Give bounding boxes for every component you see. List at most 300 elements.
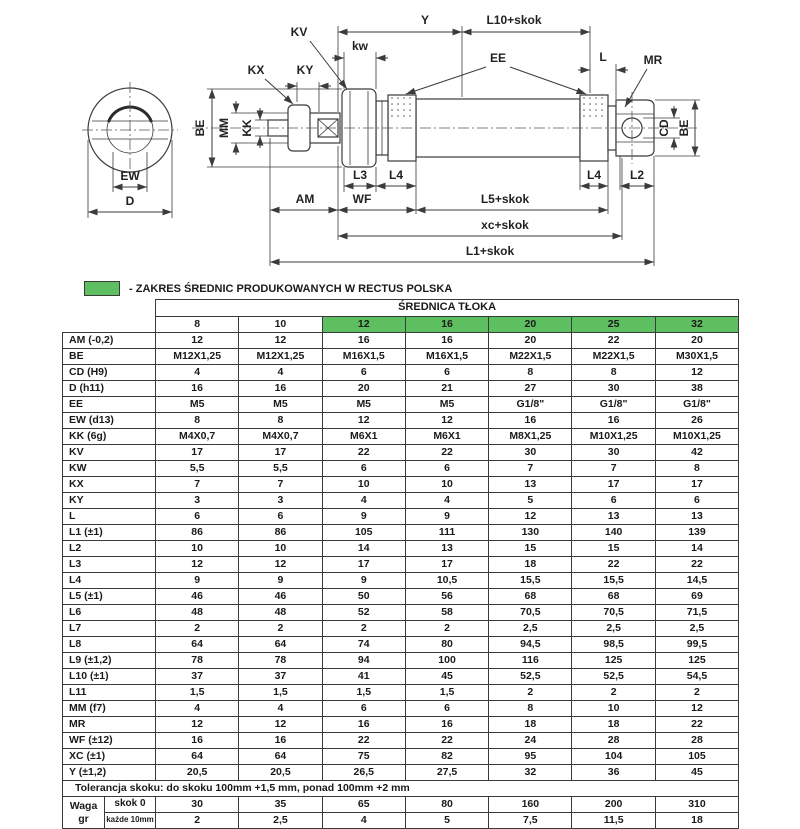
table-cell: 2 [405,621,488,637]
table-cell: 46 [156,589,239,605]
dim-label-l3: L3 [352,168,368,182]
table-cell: 104 [572,749,655,765]
row-label: L10 (±1) [63,669,156,685]
table-row [63,349,739,365]
table-cell: 80 [405,797,488,813]
table-cell: M10X1,25 [655,429,738,445]
table-cell: 45 [655,765,738,781]
table-column-header-row [63,317,739,333]
table-cell: 94,5 [489,637,572,653]
row-label: AM (-0,2) [63,333,156,349]
table-cell: 6 [239,509,322,525]
row-label: L2 [63,541,156,557]
table-blank-cell [63,300,156,317]
table-cell: M22X1,5 [489,349,572,365]
table-cell: 65 [322,797,405,813]
table-cell: 12 [655,365,738,381]
table-cell: 36 [572,765,655,781]
tolerance-note: Tolerancja skoku: do skoku 100mm +1,5 mm, ponad 100mm +2 mm [63,781,739,797]
table-cell: 18 [572,717,655,733]
table-cell: 17 [405,557,488,573]
legend-text: - ZAKRES ŚREDNIC PRODUKOWANYCH W RECTUS POLSKA [129,282,453,295]
dim-label-ew: EW [120,169,140,183]
table-cell: 4 [239,701,322,717]
table-cell: 12 [655,701,738,717]
column-header: 10 [239,317,322,333]
table-row [63,525,739,541]
table-cell: M5 [322,397,405,413]
row-label: MM (f7) [63,701,156,717]
tolerance-row [63,781,739,797]
table-cell: 8 [489,365,572,381]
column-header: 20 [489,317,572,333]
table-cell: M5 [156,397,239,413]
table-cell: 16 [156,381,239,397]
dim-label-xc: xc+skok [481,218,529,232]
table-cell: 5,5 [156,461,239,477]
table-cell: 15 [572,541,655,557]
table-row [63,765,739,781]
table-cell: 1,5 [322,685,405,701]
row-label: KX [63,477,156,493]
table-cell: 2 [322,621,405,637]
dim-label-mr: MR [643,53,663,67]
table-cell: 4 [405,493,488,509]
table-cell: 2 [572,685,655,701]
table-cell: 125 [655,653,738,669]
dim-label-y: Y [420,13,430,27]
dimensions-table-body [63,333,739,829]
table-cell: 105 [655,749,738,765]
table-cell: 16 [572,413,655,429]
legend [84,281,452,296]
table-cell: 56 [405,589,488,605]
table-cell: M6X1 [322,429,405,445]
column-header: 12 [322,317,405,333]
table-cell: 24 [489,733,572,749]
table-cell: 9 [322,573,405,589]
table-cell: 12 [239,717,322,733]
table-row [63,397,739,413]
table-cell: 41 [322,669,405,685]
table-cell: 22 [572,333,655,349]
table-cell: 16 [156,733,239,749]
table-cell: 9 [239,573,322,589]
table-cell: 32 [489,765,572,781]
weight-row [63,797,739,813]
table-cell: 310 [655,797,738,813]
table-row [63,381,739,397]
table-cell: G1/8" [489,397,572,413]
dimensions-table-head [63,300,739,333]
row-label: L3 [63,557,156,573]
table-cell: 6 [322,461,405,477]
table-cell: 5 [489,493,572,509]
table-cell: 16 [239,733,322,749]
table-cell: 116 [489,653,572,669]
table-cell: 78 [239,653,322,669]
dim-label-l10: L10+skok [486,13,542,27]
table-cell: 2 [239,621,322,637]
table-cell: 64 [239,749,322,765]
table-cell: 2,5 [572,621,655,637]
table-cell: 10 [239,541,322,557]
table-cell: 2 [655,685,738,701]
dim-label-cd: CD [657,119,671,137]
dimensions-table [62,299,739,829]
table-cell: 80 [405,637,488,653]
table-cell: 10,5 [405,573,488,589]
table-cell: 21 [405,381,488,397]
row-label: L [63,509,156,525]
table-cell: 18 [489,717,572,733]
table-cell: 18 [489,557,572,573]
table-cell: M4X0,7 [239,429,322,445]
row-label: KV [63,445,156,461]
table-row [63,509,739,525]
table-cell: 17 [572,477,655,493]
row-label: L9 (±1,2) [63,653,156,669]
table-cell: 15,5 [572,573,655,589]
table-row [63,445,739,461]
table-cell: 2,5 [489,621,572,637]
table-cell: 37 [156,669,239,685]
table-cell: 70,5 [572,605,655,621]
table-cell: 14 [655,541,738,557]
weight-sub-label: każde 10mm [105,813,156,829]
table-cell: 130 [489,525,572,541]
table-cell: 14,5 [655,573,738,589]
table-row [63,653,739,669]
legend-green-swatch [84,281,120,296]
table-cell: 2 [156,621,239,637]
table-cell: 1,5 [405,685,488,701]
table-cell: 13 [405,541,488,557]
table-cell: 42 [655,445,738,461]
table-cell: 15,5 [489,573,572,589]
table-row [63,685,739,701]
table-cell: M10X1,25 [572,429,655,445]
table-cell: 7 [489,461,572,477]
dim-label-be-right: BE [677,119,691,137]
table-cell: 20,5 [156,765,239,781]
table-cell: M4X0,7 [156,429,239,445]
dim-label-am: AM [295,192,315,206]
table-cell: M12X1,25 [239,349,322,365]
table-row [63,749,739,765]
dim-label-d: D [125,194,135,208]
dim-label-mm: MM [217,118,231,138]
table-cell: 28 [655,733,738,749]
table-cell: 6 [322,701,405,717]
table-cell: 105 [322,525,405,541]
table-row [63,557,739,573]
table-cell: 20,5 [239,765,322,781]
table-cell: 38 [655,381,738,397]
table-row [63,589,739,605]
table-cell: 35 [239,797,322,813]
row-label: XC (±1) [63,749,156,765]
table-cell: 8 [489,701,572,717]
table-cell: 28 [572,733,655,749]
table-cell: 75 [322,749,405,765]
table-cell: 20 [655,333,738,349]
table-row [63,477,739,493]
table-cell: 4 [156,365,239,381]
weight-sub-label: skok 0 [105,797,156,813]
dim-label-be-left: BE [193,119,207,137]
row-label: Y (±1,2) [63,765,156,781]
table-cell: 45 [405,669,488,685]
row-label: EW (d13) [63,413,156,429]
table-cell: 9 [405,509,488,525]
table-cell: 16 [322,333,405,349]
table-cell: 64 [239,637,322,653]
table-cell: 26 [655,413,738,429]
dim-label-l4-right: L4 [586,168,602,182]
table-row [63,717,739,733]
table-cell: 10 [156,541,239,557]
table-cell: 10 [405,477,488,493]
weight-row [63,813,739,829]
row-label: KW [63,461,156,477]
dim-label-ky: KY [296,63,314,77]
table-cell: 20 [489,333,572,349]
table-cell: 16 [489,413,572,429]
table-cell: 86 [239,525,322,541]
table-row [63,429,739,445]
table-cell: 12 [156,333,239,349]
table-row [63,605,739,621]
dim-label-l5: L5+skok [480,192,530,206]
table-title: ŚREDNICA TŁOKA [156,300,739,317]
table-cell: 50 [322,589,405,605]
table-cell: 74 [322,637,405,653]
table-row [63,541,739,557]
table-cell: 68 [489,589,572,605]
table-cell: 9 [156,573,239,589]
table-cell: 6 [322,365,405,381]
dim-label-ee: EE [489,51,507,65]
table-cell: 12 [322,413,405,429]
table-cell: 140 [572,525,655,541]
table-row [63,621,739,637]
table-cell: 12 [405,413,488,429]
table-cell: 1,5 [239,685,322,701]
table-cell: 15 [489,541,572,557]
table-cell: 20 [322,381,405,397]
table-cell: 30 [572,445,655,461]
column-header: 25 [572,317,655,333]
table-row [63,701,739,717]
table-cell: 22 [655,557,738,573]
table-cell: 99,5 [655,637,738,653]
row-label: L5 (±1) [63,589,156,605]
table-cell: 30 [489,445,572,461]
table-cell: 16 [405,333,488,349]
table-cell: 52,5 [489,669,572,685]
table-cell: 6 [156,509,239,525]
table-cell: 17 [156,445,239,461]
table-row [63,365,739,381]
table-row [63,733,739,749]
table-cell: 46 [239,589,322,605]
table-cell: 13 [572,509,655,525]
table-cell: 6 [405,461,488,477]
table-cell: 6 [405,701,488,717]
table-cell: 3 [239,493,322,509]
table-cell: 64 [156,749,239,765]
table-cell: G1/8" [572,397,655,413]
table-cell: 12 [489,509,572,525]
table-title-row [63,300,739,317]
dim-label-l: L [599,50,607,64]
table-cell: 68 [572,589,655,605]
table-cell: 8 [655,461,738,477]
table-cell: 17 [239,445,322,461]
table-cell: 22 [655,717,738,733]
table-cell: 22 [405,445,488,461]
table-cell: 8 [239,413,322,429]
table-cell: 12 [156,557,239,573]
table-cell: 95 [489,749,572,765]
table-cell: 6 [572,493,655,509]
table-cell: M8X1,25 [489,429,572,445]
clevis-end-view [82,82,178,218]
table-cell: 52 [322,605,405,621]
table-cell: 48 [239,605,322,621]
dim-label-kk: KK [240,119,254,137]
table-cell: 69 [655,589,738,605]
table-cell: 4 [322,813,405,829]
weight-label-cell [63,797,105,829]
row-label: L4 [63,573,156,589]
table-cell: 30 [572,381,655,397]
table-cell: 5,5 [239,461,322,477]
table-cell: M16X1,5 [322,349,405,365]
table-cell: 30 [156,797,239,813]
table-cell: M16X1,5 [405,349,488,365]
column-header: 16 [405,317,488,333]
table-cell: M5 [239,397,322,413]
row-label: EE [63,397,156,413]
table-cell: 16 [322,717,405,733]
table-row [63,573,739,589]
table-cell: 6 [655,493,738,509]
row-label: L6 [63,605,156,621]
table-cell: 9 [322,509,405,525]
table-cell: 94 [322,653,405,669]
row-label: WF (±12) [63,733,156,749]
table-row [63,669,739,685]
row-label: MR [63,717,156,733]
table-cell: 4 [239,365,322,381]
table-cell: 7,5 [489,813,572,829]
table-cell: 6 [405,365,488,381]
table-cell: 11,5 [572,813,655,829]
table-row [63,333,739,349]
table-cell: 37 [239,669,322,685]
table-cell: 111 [405,525,488,541]
row-label: KY [63,493,156,509]
table-cell: 100 [405,653,488,669]
table-cell: M6X1 [405,429,488,445]
table-cell: 71,5 [655,605,738,621]
dim-label-kw: kw [351,39,369,53]
table-row [63,637,739,653]
table-cell: 78 [156,653,239,669]
table-cell: 10 [572,701,655,717]
dim-label-l2: L2 [629,168,645,182]
table-cell: 22 [322,733,405,749]
row-label: L7 [63,621,156,637]
table-cell: 27,5 [405,765,488,781]
table-cell: 12 [239,557,322,573]
row-label: D (h11) [63,381,156,397]
dim-label-kv: KV [290,25,308,39]
table-cell: 200 [572,797,655,813]
table-cell: 12 [156,717,239,733]
table-cell: 86 [156,525,239,541]
table-cell: M22X1,5 [572,349,655,365]
table-cell: 1,5 [156,685,239,701]
table-cell: M5 [405,397,488,413]
table-cell: 2 [156,813,239,829]
row-label: CD (H9) [63,365,156,381]
weight-label-top: Waga [69,799,98,812]
table-blank-cell [63,317,156,333]
column-header: 8 [156,317,239,333]
table-cell: 22 [322,445,405,461]
table-cell: 52,5 [572,669,655,685]
table-cell: 4 [322,493,405,509]
dim-label-l4-left: L4 [388,168,404,182]
table-cell: M30X1,5 [655,349,738,365]
row-label: BE [63,349,156,365]
table-cell: 18 [655,813,738,829]
table-cell: 58 [405,605,488,621]
table-cell: 5 [405,813,488,829]
table-cell: 7 [156,477,239,493]
row-label: L1 (±1) [63,525,156,541]
table-cell: 98,5 [572,637,655,653]
table-cell: 48 [156,605,239,621]
table-cell: 10 [322,477,405,493]
row-label: KK (6g) [63,429,156,445]
table-row [63,461,739,477]
table-cell: 14 [322,541,405,557]
table-cell: 8 [572,365,655,381]
table-cell: 17 [655,477,738,493]
dim-label-kx: KX [247,63,265,77]
weight-label-bottom: gr [78,812,89,825]
table-cell: 54,5 [655,669,738,685]
table-cell: 17 [322,557,405,573]
table-cell: 8 [156,413,239,429]
table-cell: M12X1,25 [156,349,239,365]
table-cell: 125 [572,653,655,669]
table-cell: 139 [655,525,738,541]
table-cell: 7 [572,461,655,477]
table-cell: 12 [239,333,322,349]
table-cell: 27 [489,381,572,397]
table-cell: 70,5 [489,605,572,621]
table-cell: 16 [239,381,322,397]
table-cell: 64 [156,637,239,653]
table-cell: 160 [489,797,572,813]
table-cell: 4 [156,701,239,717]
table-cell: 22 [405,733,488,749]
